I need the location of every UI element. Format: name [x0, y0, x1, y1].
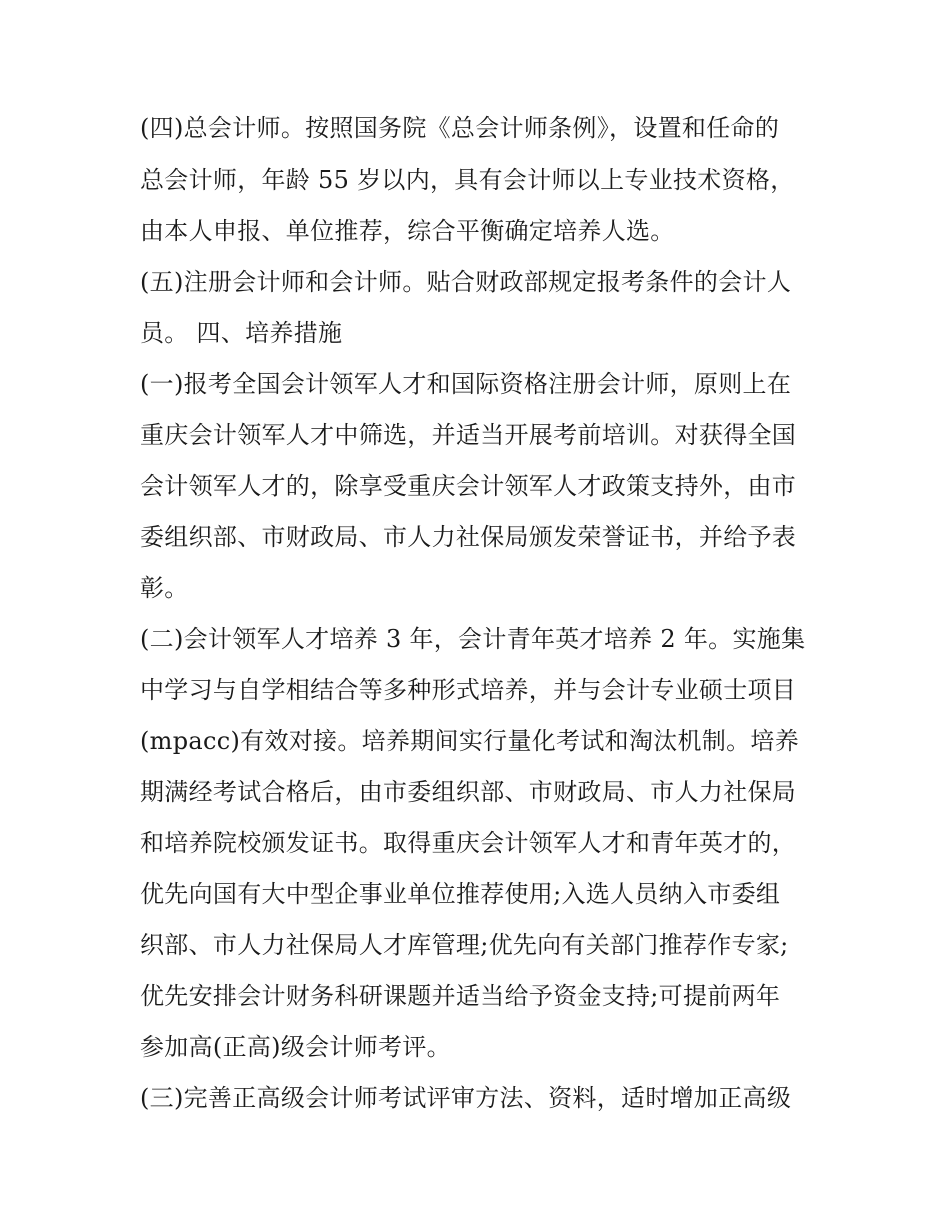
text-line: 会计领军人才的，除享受重庆会计领军人才政策支持外，由市 — [140, 472, 797, 500]
text-line: 由本人申报、单位推荐，综合平衡确定培养人选。 — [140, 217, 675, 245]
text-line: 委组织部、市财政局、市人力社保局颁发荣誉证书，并给予表 — [140, 523, 797, 551]
text-line: 参加高(正高)级会计师考评。 — [140, 1033, 451, 1061]
text-line: 总会计师，年龄 55 岁以内，具有会计师以上专业技术资格， — [140, 166, 795, 194]
text-line: 重庆会计领军人才中筛选，并适当开展考前培训。对获得全国 — [140, 421, 797, 449]
text-line: 优先安排会计财务科研课题并适当给予资金支持;可提前两年 — [140, 982, 781, 1010]
text-line: 期满经考试合格后，由市委组织部、市财政局、市人力社保局 — [140, 778, 797, 806]
text-line: (四)总会计师。按照国务院《总会计师条例》，设置和任命的 — [140, 114, 780, 142]
text-line: 彰。 — [140, 574, 189, 602]
text-line: 中学习与自学相结合等多种形式培养，并与会计专业硕士项目 — [140, 676, 797, 704]
text-line: (二)会计领军人才培养 3 年，会计青年英才培养 2 年。实施集 — [140, 625, 806, 653]
text-line: (一)报考全国会计领军人才和国际资格注册会计师，原则上在 — [140, 370, 792, 398]
text-line: 员。 四、培养措施 — [140, 319, 343, 347]
text-line: 织部、市人力社保局人才库管理;优先向有关部门推荐作专家; — [140, 931, 789, 959]
text-line: (五)注册会计师和会计师。贴合财政部规定报考条件的会计人 — [140, 268, 792, 296]
text-line: (三)完善正高级会计师考试评审方法、资料，适时增加正高级 — [140, 1084, 792, 1112]
text-line: 和培养院校颁发证书。取得重庆会计领军人才和青年英才的， — [140, 829, 797, 857]
text-line: 优先向国有大中型企事业单位推荐使用;入选人员纳入市委组 — [140, 880, 781, 908]
text-line: (mpacc)有效对接。培养期间实行量化考试和淘汰机制。培养 — [140, 727, 800, 755]
